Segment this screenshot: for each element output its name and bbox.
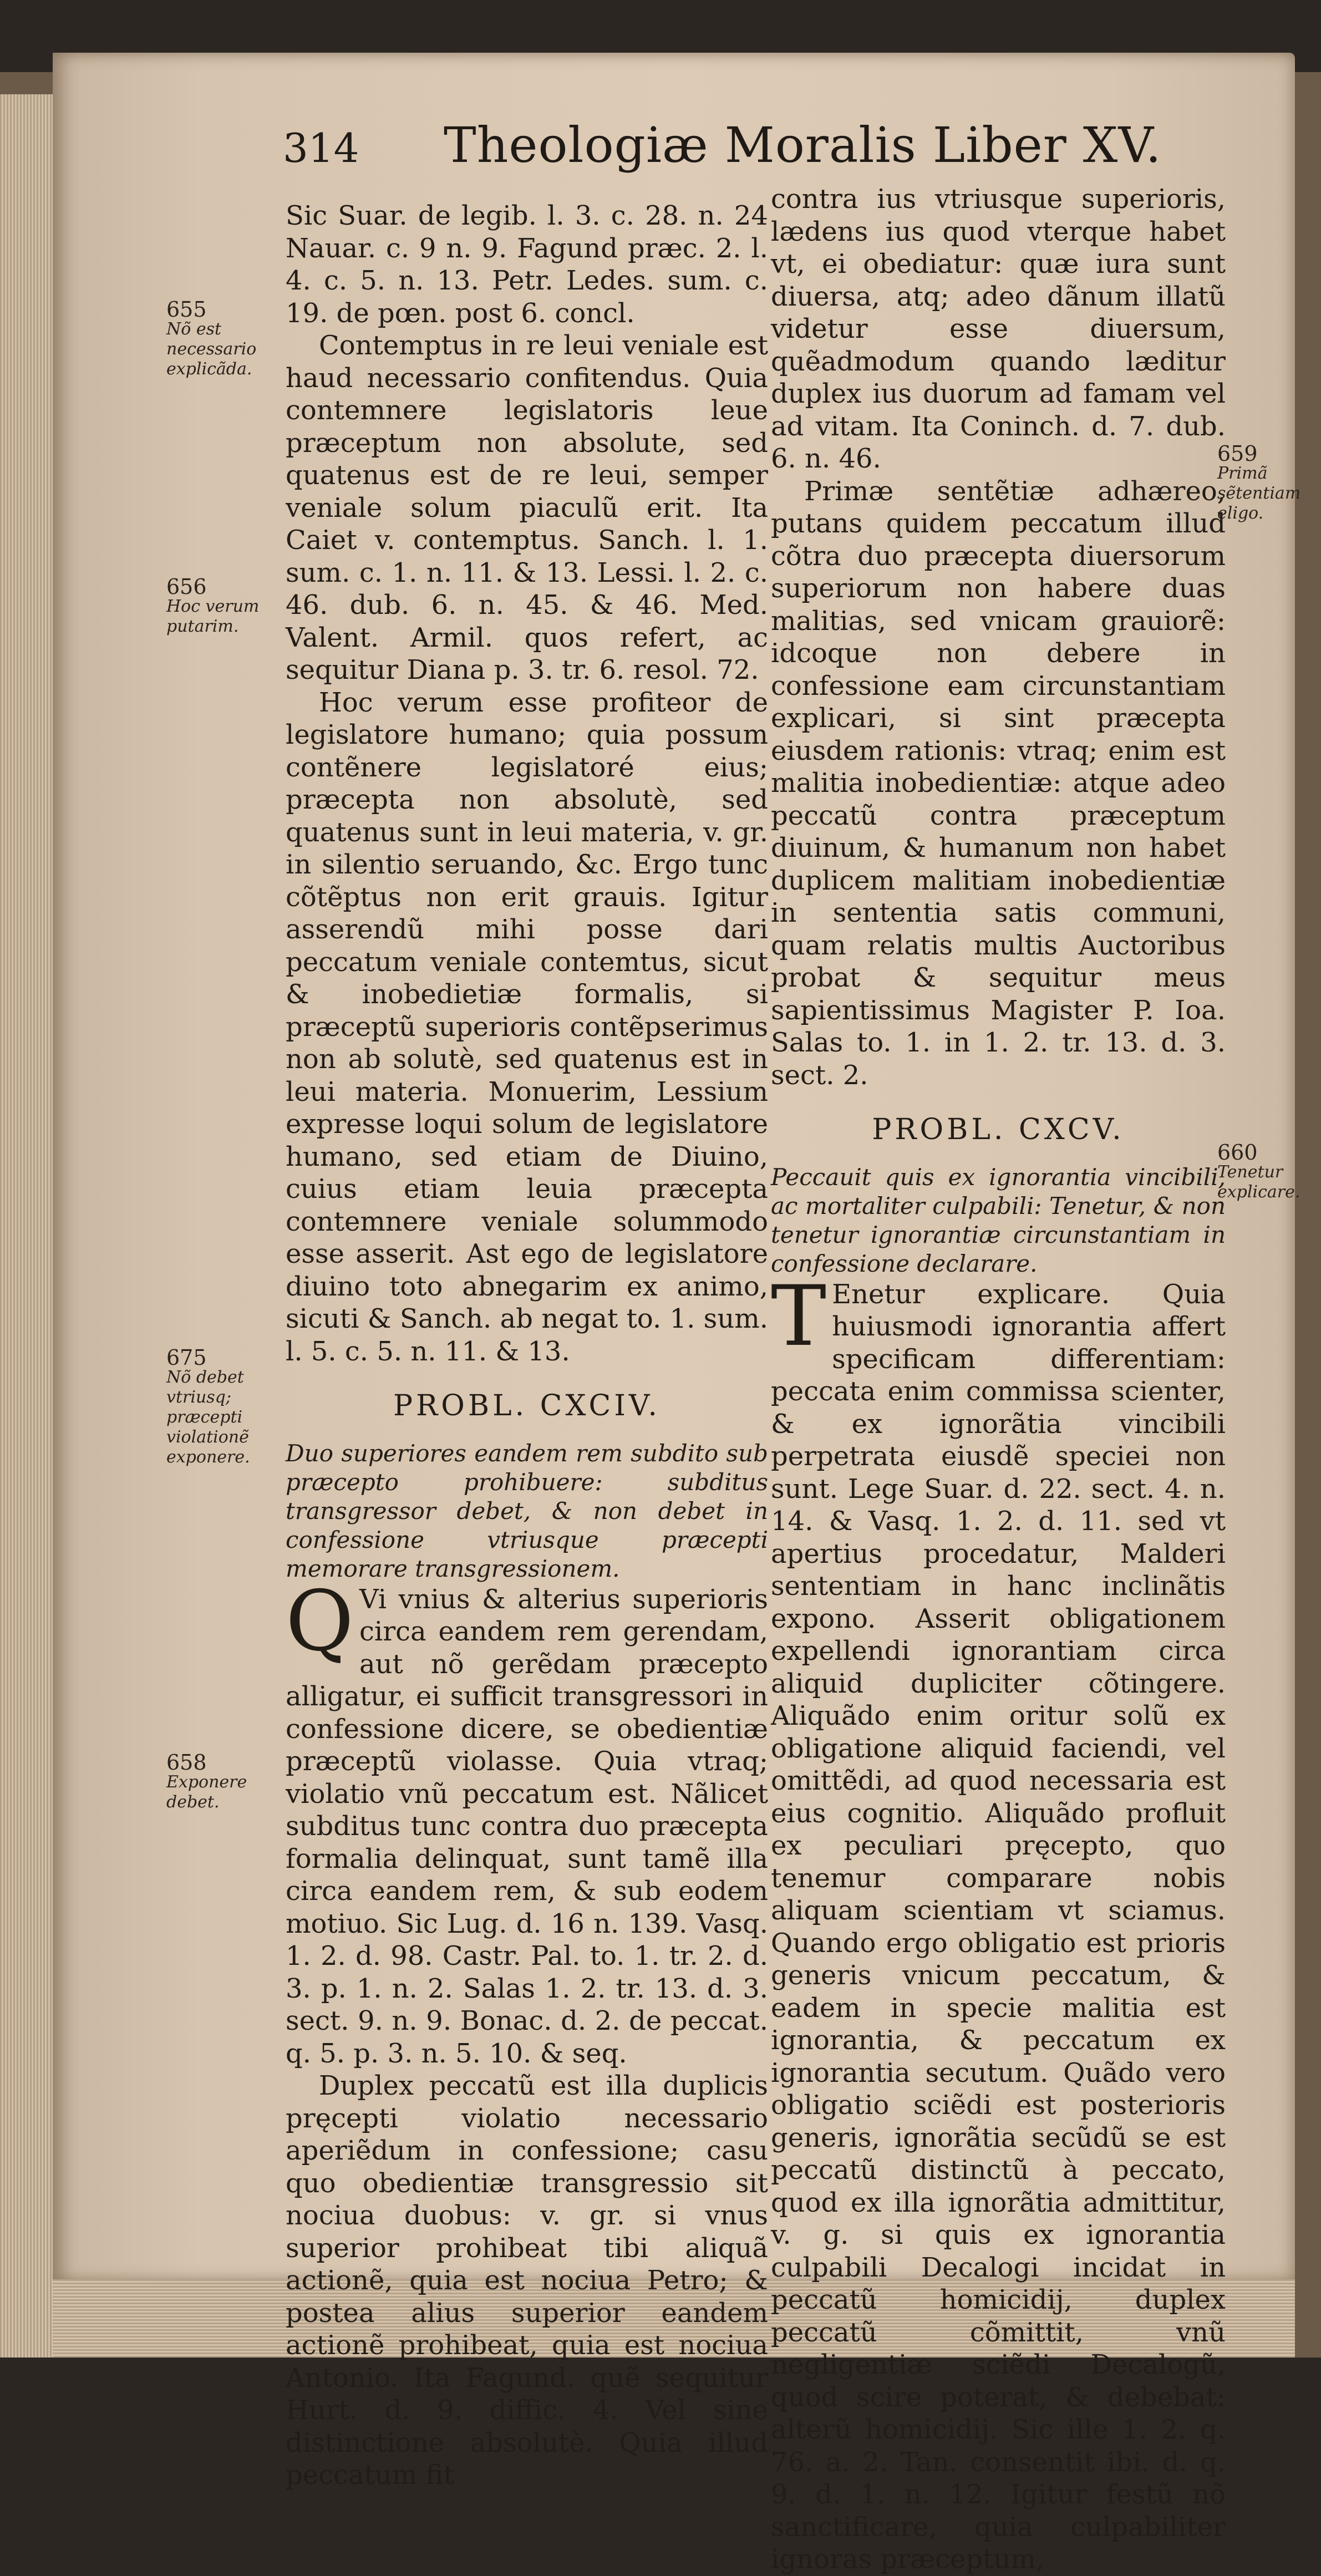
paragraph: Duplex peccatũ est illa duplicis pręcepti violatio necessario aperiẽdum in confessione; casu quo obedientiæ transgressio sit nociua duobus: v. gr. si vnus superior prohibeat tibi aliquã actionẽ, quia est nociua Petro; & postea alius superior eandem actionẽ prohibeat, quia est nociua Antonio. Ita Fagund. quẽ sequitur Hurt. d. 9. diffic. 4. Vel sine distinctione absolutè. Quia illud peccatum fit [286,2070,768,2491]
margin-number: 658 [166,1750,207,1775]
paragraph: Primæ sentẽtiæ adhæreo, putans quidem peccatum illud cõtra duo præcepta diuersorum superiorum non habere duas malitias, sed vnicam grauiorẽ: idcoque non debere in confessione eam circunstantiam explicari, si sint præcepta eiusdem rationis: vtraq; enim est malitia inobedientiæ: atque adeo peccatũ contra præceptum diuinum, & humanum non habet duplicem malitiam inobedientiæ in sententia satis communi, quam relatis multis Auctoribus probat & sequitur meus sapientissimus Magister P. Ioa. Salas to. 1. in 1. 2. tr. 13. d. 3. sect. 2. [771,475,1226,1091]
paragraph: Contemptus in re leui veniale est haud necessario confitendus. Quia contemnere legislatoris leue præceptum non absolute, sed quatenus est de re leui, semper veniale solum piaculũ erit. Ita Caiet v. contemptus. Sanch. l. 1. sum. c. 1. n. 11. & 13. Lessi. l. 2. c. 46. dub. 6. n. 45. & 46. Med. Valent. Armil. quos refert, ac sequitur Diana p. 3. tr. 6. resol. 72. [286,330,768,685]
page-edges-left [0,94,61,2357]
margin-text: Tenetur explicare. [1217,1162,1300,1202]
margin-note [1217,1140,1300,1202]
left-column [286,200,768,2492]
margin-text: Nõ est necessario explicãda. [166,319,257,379]
margin-note [166,577,277,637]
paragraph: Enetur explicare. Quia huiusmodi ignorantia affert specificam differentiam: peccata enim commissa scienter, & ex ignorãtia vincibili perpetrata eiusdẽ speciei non sunt. Lege Suar. d. 22. sect. 4. n. 14. & Vasq. 1. 2. d. 11. sed vt apertius procedatur, Malderi sententiam in hanc inclinãtis expono. Asserit obligationem expellendi ignorantiam circa aliquid dupliciter cõtingere. Aliquãdo enim oritur solũ ex obligatione aliquid faciendi, vel omittẽdi, ad quod necessaria est eius cognitio. Aliquãdo profluit ex peculiari pręcepto, quo tenemur comparare nobis aliquam scientiam vt sciamus. Quando ergo obligatio est prioris generis vnicum peccatum, & eadem in specie malitia est ignorantia, & peccatum ex ignorantia secutum. Quãdo vero obligatio sciẽdi est posterioris generis, ignorãtia secũdũ se est peccatũ distinctũ à peccato, quod ex illa ignorãtia admittitur, v. g. si quis ex ignorantia culpabili Decalogi incidat in peccatũ homicidij, duplex peccatũ cõmittit, vnũ negligentiæ sciẽdi Decalogũ, quod scire poterat, & debebat: alterũ homicidij. Sic ille 1. 2. q. 76. a. 2. Tan. consentit ibi. d. q. 9. d. 1. n. 12. Igitur festũ nõ sanctificare, quia culpabiliter ignoras præceptum, [771,1278,1226,2575]
drop-cap: Q [286,1573,354,1670]
margin-number: 659 [1217,441,1258,466]
drop-cap: T [771,1268,827,1365]
problem-heading: PROBL. CXCV. [872,1113,1125,1146]
problem-summary: Duo superiores eandem rem subdito sub præcepto prohibuere: subditus transgressor debet, & non debet in confessione vtriusque præcepti memorare transgressionem. [286,1439,768,1582]
margin-note [166,299,277,379]
margin-note [166,1345,277,1467]
paragraph: Hoc verum esse profiteor de legislatore humano; quia possum contẽnere legislatoré eius; præcepta non absolutè, sed quatenus sunt in leui materia, v. gr. in silentio seruando, &c. Ergo tunc cõtẽptus non erit grauis. Igitur asserendũ mihi posse dari peccatum veniale contemtus, sicut & inobedietiæ formalis, si præceptũ superioris contẽpserimus non ab solutè, sed quatenus est in leui materia. Monuerim, Lessium expresse loqui solum de legislatore humano, sed etiam de Diuino, cuius etiam leuia præcepta contemnere veniale solummodo esse asserit. Ast ego de legislatore diuino toto abnegarim ex animo, sicuti & Sanch. ab negat to. 1. sum. l. 5. c. 5. n. 11. & 13. [286,687,768,1367]
margin-note [166,1752,277,1812]
margin-text: Nõ debet vtriusq; præcepti violationẽ exponere. [166,1368,250,1467]
margin-number: 675 [166,1345,207,1370]
page-number: 314 [283,125,359,171]
margin-number: 656 [166,575,207,599]
paragraph: Vi vnius & alterius superioris circa eandem rem gerendam, aut nõ gerẽdam præcepto alligatur, ei sufficit transgressori in confessione dicere, se obedientiæ præceptũ violasse. Quia vtraq; violatio vnũ peccatum est. Nãlicet subditus tunc contra duo præcepta formalia delinquat, sunt tamẽ illa circa eandem rem, & sub eodem motiuo. Sic Lug. d. 16 n. 139. Vasq. 1. 2. d. 98. Castr. Pal. to. 1. tr. 2. d. 3. p. 1. n. 2. Salas 1. 2. tr. 13. d. 3. sect. 9. n. 9. Bonac. d. 2. de peccat. q. 5. p. 3. n. 5. 10. & seq. [286,1583,768,2069]
problem-summary: Peccauit quis ex ignorantia vincibili, ac mortaliter culpabili: Tenetur, & non tenetur ignorantiæ circunstantiam in confessione declarare. [771,1163,1226,1277]
running-title: Theologiæ Moralis Liber XV. [444,116,1162,174]
margin-number: 660 [1217,1140,1258,1165]
paragraph: Sic Suar. de legib. l. 3. c. 28. n. 24 Nauar. c. 9 n. 9. Fagund præc. 2. l. 4. c. 5. n. 13. Petr. Ledes. sum. c. 19. de pœn. post 6. concl. [286,200,768,329]
margin-number: 655 [166,297,207,322]
margin-text: Exponere debet. [166,1772,247,1812]
margin-note [1217,441,1301,524]
right-column [771,183,1226,2576]
margin-text: Primã sẽtentiam eligo. [1217,464,1301,523]
paragraph: contra ius vtriusque superioris, lædens ius quod vterque habet vt, ei obediatur: quæ iura sunt diuersa, atq; adeo dãnum illatũ videtur esse diuersum, quẽadmodum quando læditur duplex ius duorum ad famam vel ad vitam. Ita Coninch. d. 7. dub. 6. n. 46. [771,184,1226,474]
margin-text: Hoc verum putarim. [166,597,260,636]
problem-heading: PROBL. CXCIV. [393,1389,660,1422]
